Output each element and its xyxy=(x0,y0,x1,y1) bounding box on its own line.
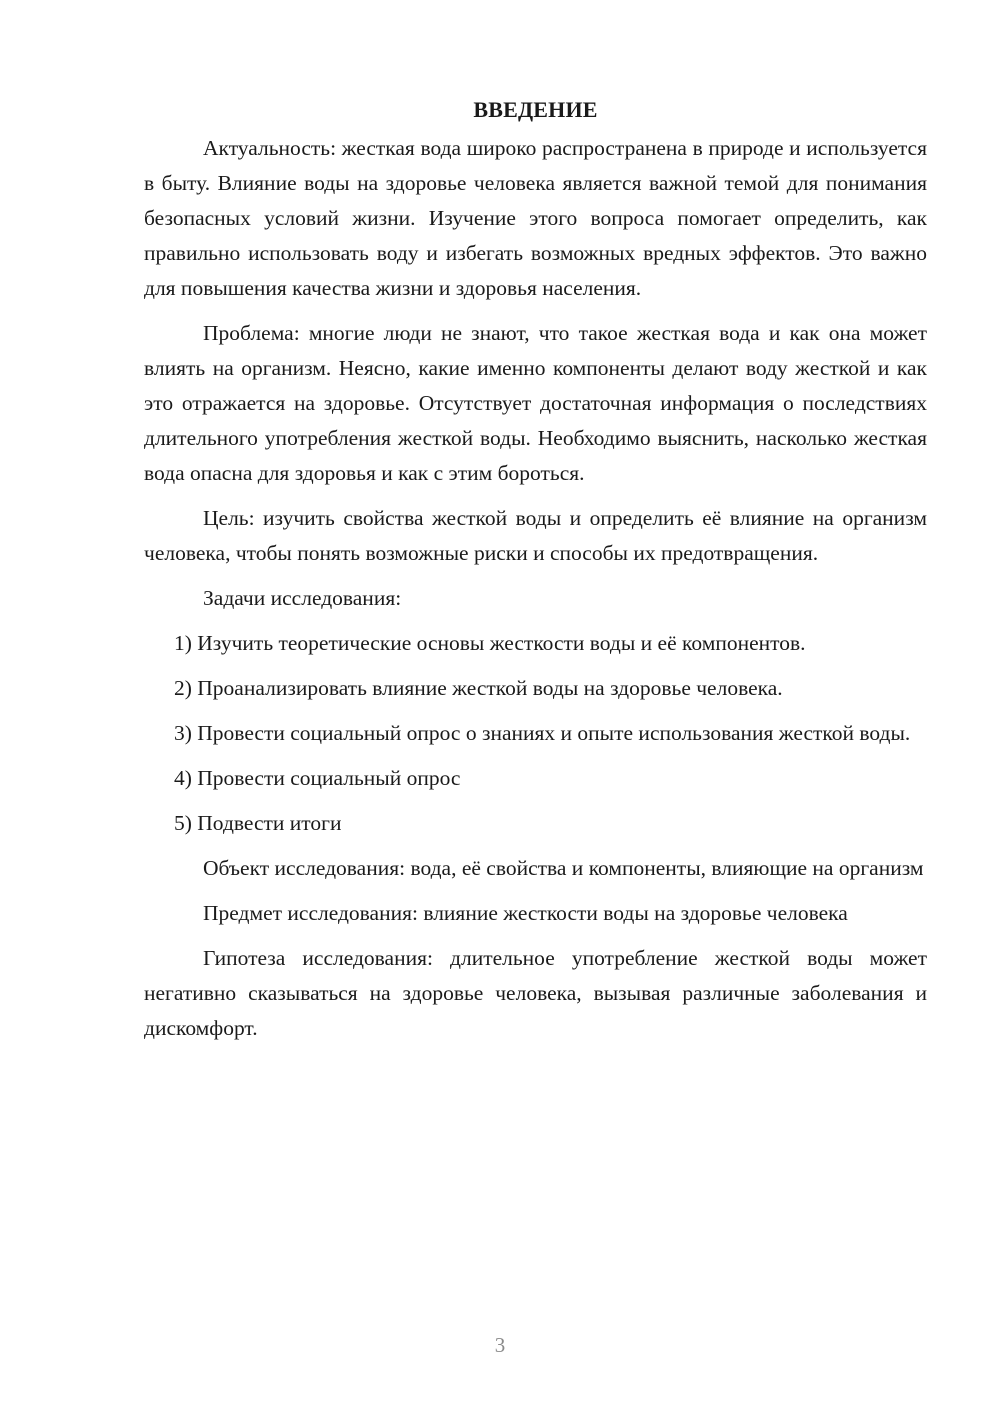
task-item: 2) Проанализировать влияние жесткой воды на здоровье человека. xyxy=(174,676,783,700)
task-item: 3) Провести социальный опрос о знаниях и опыте использования жесткой воды. xyxy=(174,721,911,745)
page-number: 3 xyxy=(494,1333,506,1357)
problem-paragraph: Проблема: многие люди не знают, что такое жесткая вода и как она может влиять на организм. Неясно, какие именно компоненты делают воду жесткой и как это отражается на здоровье. Отсутствует достаточная информация о последствиях длительного употребления жесткой воды. Необходимо выяснить, насколько жесткая вода опасна для здоровья и как с этим бороться. xyxy=(144,321,927,485)
task-item: 1) Изучить теоретические основы жесткости воды и её компонентов. xyxy=(174,631,806,655)
page-title: ВВЕДЕНИЕ xyxy=(473,97,598,122)
task-item: 5) Подвести итоги xyxy=(174,811,342,835)
relevance-paragraph: Актуальность: жесткая вода широко распространена в природе и используется в быту. Влияние воды на здоровье человека является важной темой для понимания безопасных условий жизни. Изучение этого вопроса помогает определить, как правильно использовать воду и избегать возможных вредных эффектов. Это важно для повышения качества жизни и здоровья населения. xyxy=(144,136,927,300)
subject-paragraph: Предмет исследования: влияние жесткости воды на здоровье человека xyxy=(203,901,848,925)
object-paragraph: Объект исследования: вода, её свойства и компоненты, влияющие на организм xyxy=(203,856,924,880)
hypothesis-paragraph: Гипотеза исследования: длительное употребление жесткой воды может негативно сказываться на здоровье человека, вызывая различные заболевания и дискомфорт. xyxy=(144,946,927,1040)
goal-paragraph: Цель: изучить свойства жесткой воды и определить её влияние на организм человека, чтобы понять возможные риски и способы их предотвращения. xyxy=(144,506,927,565)
document-page xyxy=(144,92,927,1056)
task-item: 4) Провести социальный опрос xyxy=(174,766,461,790)
tasks-heading: Задачи исследования: xyxy=(203,586,402,610)
